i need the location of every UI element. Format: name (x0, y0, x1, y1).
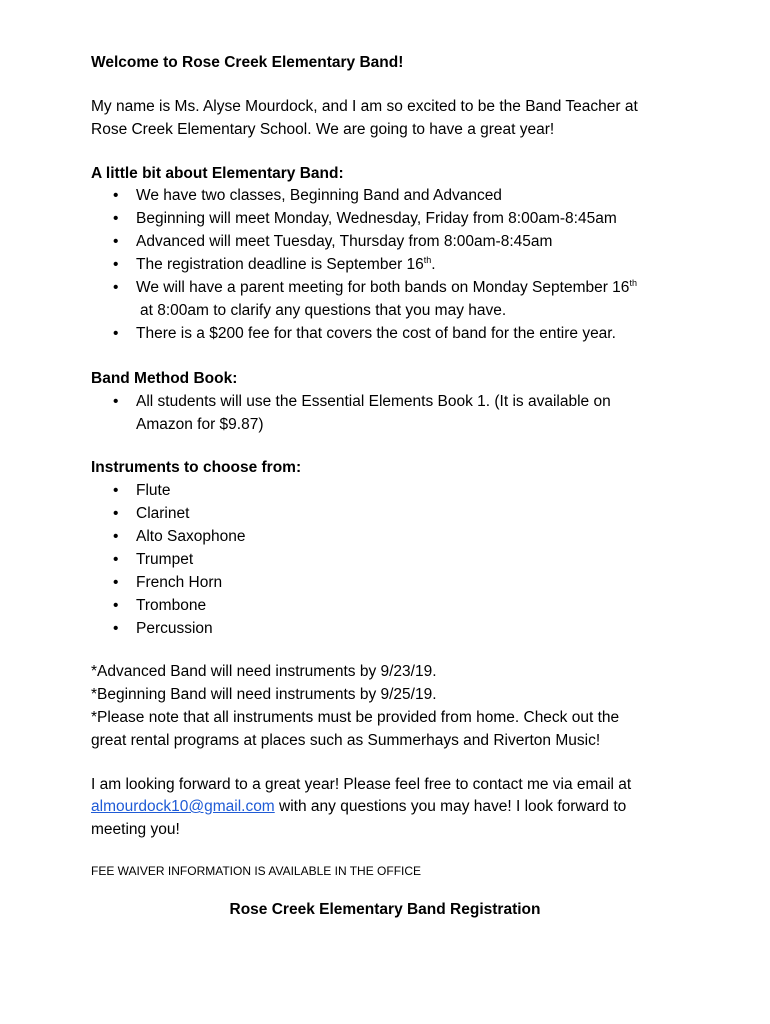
instruments-title: Instruments to choose from: (91, 459, 302, 476)
welcome-heading: Welcome to Rose Creek Elementary Band! (91, 54, 404, 71)
intro-line-1: My name is Ms. Alyse Mourdock, and I am so excited to be the Band Teacher at (91, 98, 638, 115)
bullet-icon: • (113, 551, 119, 568)
bullet-icon: • (113, 528, 119, 545)
bullet-icon: • (113, 256, 119, 273)
bullet-icon: • (113, 393, 119, 410)
registration-title: Rose Creek Elementary Band Registration (229, 901, 541, 918)
bullet-icon: • (113, 597, 119, 614)
bullet-icon: • (113, 574, 119, 591)
intro-line-2: Rose Creek Elementary School. We are going to have a great year! (91, 121, 555, 138)
closing-line-3: meeting you! (91, 821, 180, 838)
document-page: Welcome to Rose Creek Elementary Band! My name is Ms. Alyse Mourdock, and I am so excited to be the Band Teacher at Rose Creek Elementary School. We are going to have a great year! A little bit about Elementary Band: • We have two classes, Beginning Band and Advanced • Beginning will meet Monday, Wednesday, Friday from 8:00am-8:45am • Advanced will meet Tuesday, Thursday from 8:00am-8:45am • The registration deadline is September 16th. • We will have a parent meeting for both bands on Monday September 16th at 8:00am to clarify any questions that you may have. • There is a $200 fee for that covers the cost of band for the entire year. Band Method Book: • All students will use the Essential Elements Book 1. (It is available on Amazon for $9.87) Instruments to choose from: • Flute • Clarinet • Alto Saxophone • Trumpet • French Horn • Trombone • Percussion *Advanced Band will need instruments by 9/23/19. *Beginning Band will need instruments by 9/25/19. *Please note that all instruments must be provided from home. Check out the great rental programs at places such as Summerhays and Riverton Music! I am looking forward to a great year! Please feel free to contact me via email at almourdock10@gmail.com with any questions you may have! I look forward to meeting you! FEE WAIVER INFORMATION IS AVAILABLE IN THE OFFICE Rose Creek Elementary Band Registration (0, 0, 770, 1024)
email-link[interactable]: almourdock10@gmail.com (91, 798, 275, 815)
bullet-icon: • (113, 187, 119, 204)
bullet-icon: • (113, 279, 119, 296)
bullet-icon: • (113, 233, 119, 250)
bullet-icon: • (113, 325, 119, 342)
note-please-line-2: great rental programs at places such as Summerhays and Riverton Music! (91, 732, 601, 749)
bullet-icon: • (113, 620, 119, 637)
method-book-title: Band Method Book: (91, 370, 238, 387)
bullet-icon: • (113, 210, 119, 227)
closing-line-2: almourdock10@gmail.com with any questions you may have! I look forward to (91, 798, 627, 815)
about-section-title: A little bit about Elementary Band: (91, 165, 344, 182)
bullet-icon: • (113, 482, 119, 499)
note-beginning: *Beginning Band will need instruments by 9/25/19. (91, 686, 437, 703)
closing-line-1: I am looking forward to a great year! Please feel free to contact me via email at (91, 776, 632, 793)
fee-waiver-notice: FEE WAIVER INFORMATION IS AVAILABLE IN THE OFFICE (91, 864, 422, 878)
note-please-line-1: *Please note that all instruments must be provided from home. Check out the (91, 709, 620, 726)
note-advanced: *Advanced Band will need instruments by 9/23/19. (91, 663, 437, 680)
bullet-icon: • (113, 505, 119, 522)
